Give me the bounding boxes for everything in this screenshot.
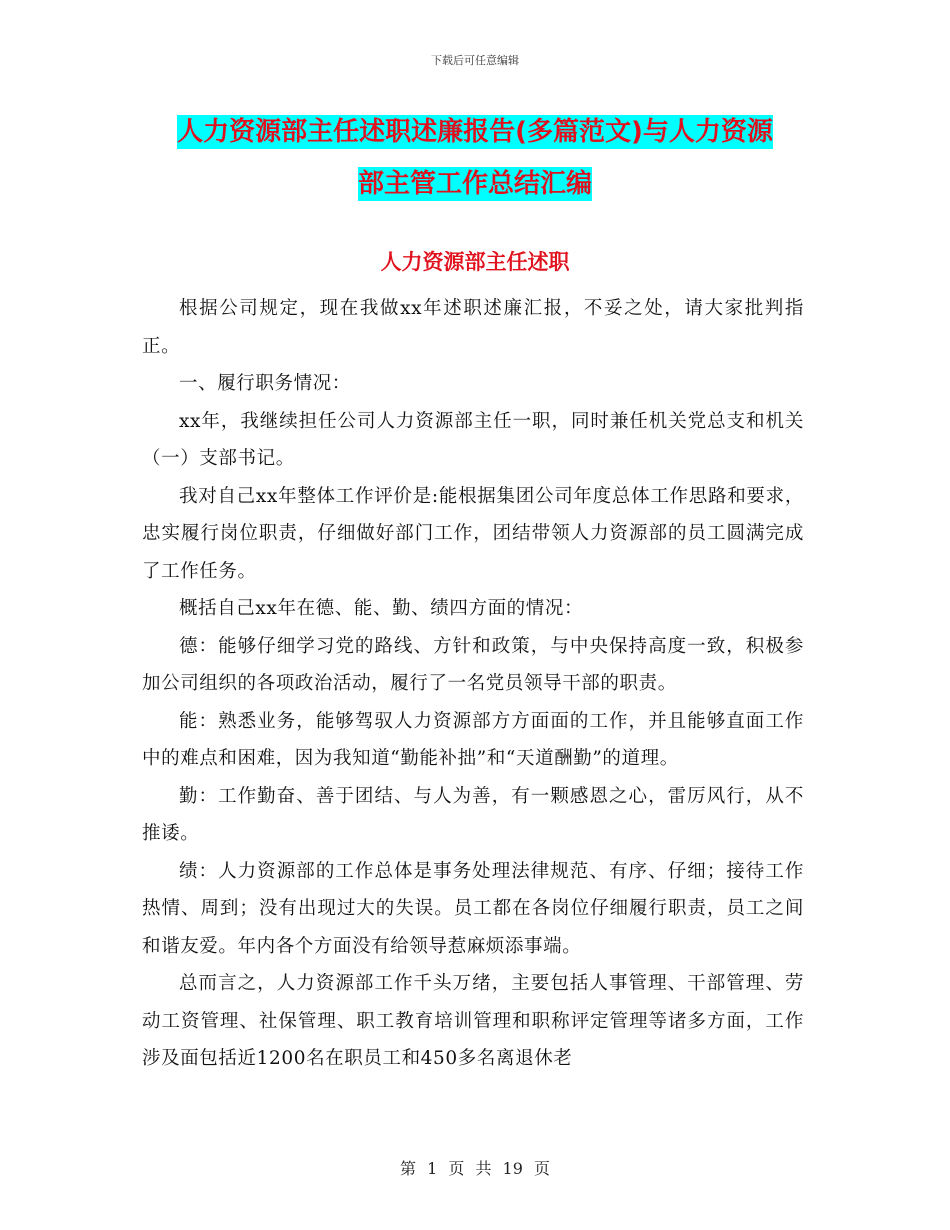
paragraph: 我对自己xx年整体工作评价是:能根据集团公司年度总体工作思路和要求，忠实履行岗位职责，仔细做好部门工作，团结带领人力资源部的员工圆满完成了工作任务。 (142, 485, 804, 582)
section-title: 人力资源部主任述职 (380, 250, 570, 274)
paragraph: 概括自己xx年在德、能、勤、绩四方面的情况： (179, 598, 584, 619)
paragraph: 能：熟悉业务，能够驾驭人力资源部方方面面的工作，并且能够直面工作中的难点和困难，因为我知道“勤能补拙”和“天道酬勤”的道理。 (142, 710, 804, 769)
paragraph: 勤：工作勤奋、善于团结、与人为善，有一颗感恩之心，雷厉风行，从不推诿。 (142, 785, 804, 844)
body-text (142, 290, 804, 1078)
paragraph: 总而言之，人力资源部工作千头万绪，主要包括人事管理、干部管理、劳动工资管理、社保管理、职工教育培训管理和职称评定管理等诸多方面，工作涉及面包括近1200名在职员工和450多名离退休老 (142, 973, 804, 1069)
document-title-line-2: 部主管工作总结汇编 (357, 169, 592, 199)
document-title-line-1: 人力资源部主任述职述廉报告(多篇范文)与人力资源 (177, 117, 773, 147)
paragraph: 绩：人力资源部的工作总体是事务处理法律规范、有序、仔细；接待工作热情、周到；没有出现过大的失误。员工都在各岗位仔细履行职责，员工之间和谐友爱。年内各个方面没有给领导惹麻烦添事端。 (142, 860, 804, 957)
document-title (130, 106, 820, 210)
paragraph: 根据公司规定，现在我做xx年述职述廉汇报，不妥之处，请大家批判指正。 (142, 298, 804, 357)
paragraph: xx年，我继续担任公司人力资源部主任一职，同时兼任机关党总支和机关（一）支部书记。 (142, 410, 804, 469)
paragraph: 一、履行职务情况： (179, 373, 351, 394)
page-footer: 第 1 页 共 19 页 (400, 1159, 550, 1178)
paragraph: 德：能够仔细学习党的路线、方针和政策，与中央保持高度一致，积极参加公司组织的各项政治活动，履行了一名党员领导干部的职责。 (142, 635, 804, 694)
header-note: 下载后可任意编辑 (431, 54, 519, 67)
